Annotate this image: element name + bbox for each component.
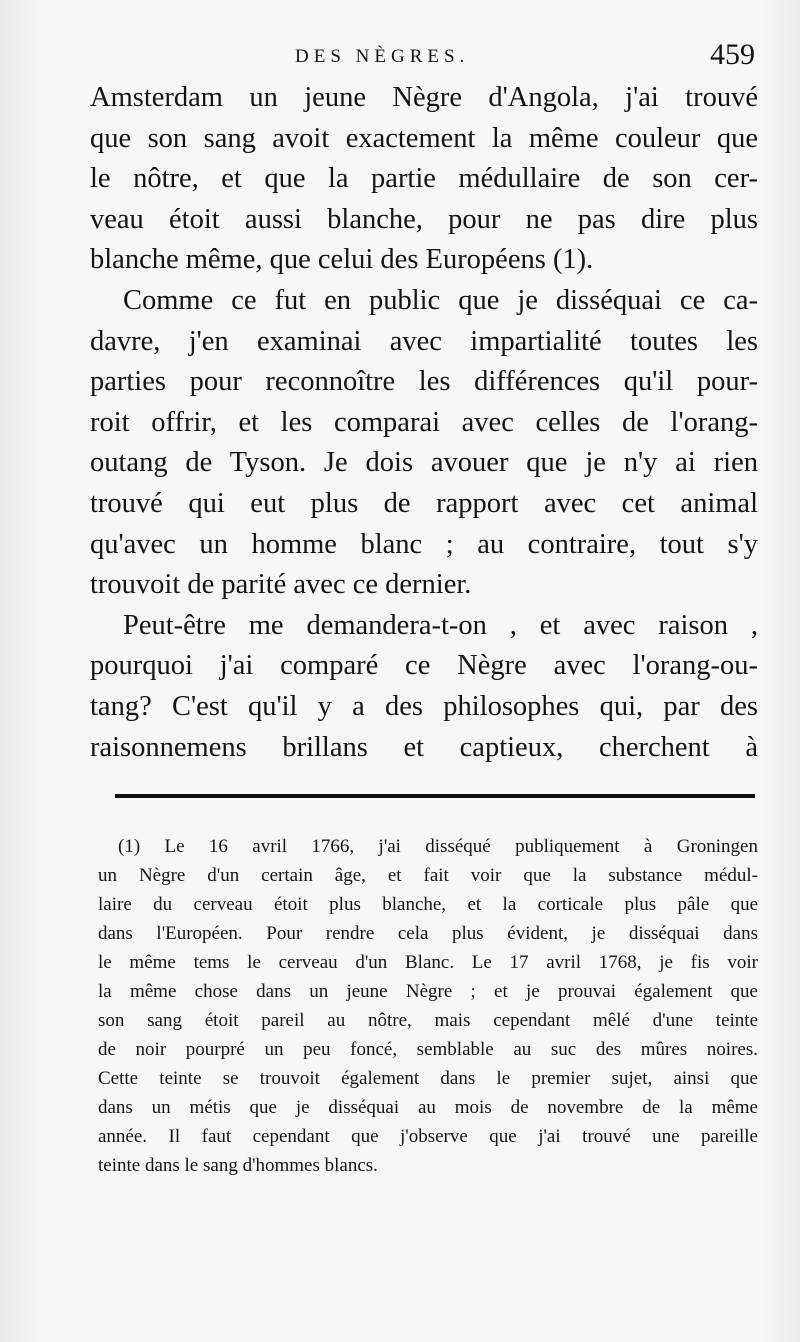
footnote-line: (1) Le 16 avril 1766, j'ai disséqué publiquement à Groningen: [118, 836, 758, 857]
footnote-line: dans l'Européen. Pour rendre cela plus évident, je disséquai dans: [98, 923, 758, 944]
text-line: outang de Tyson. Je dois avouer que je n'y ai rien: [90, 447, 758, 479]
footnote-rule: [115, 794, 755, 798]
text-line: le nôtre, et que la partie médullaire de son cer-: [90, 163, 758, 195]
page-number: 459: [710, 38, 755, 71]
text-line: tang? C'est qu'il y a des philosophes qui, par des: [90, 690, 758, 722]
text-line: Comme ce fut en public que je disséquai ce ca-: [123, 284, 758, 316]
text-line: raisonnemens brillans et captieux, cherchent à: [90, 731, 758, 763]
text-line: trouvé qui eut plus de rapport avec cet animal: [90, 487, 758, 519]
footnote-line: dans un métis que je disséquai au mois de novembre de la même: [98, 1097, 758, 1118]
text-line: parties pour reconnoître les différences qu'il pour-: [90, 366, 758, 398]
page-header: [90, 38, 755, 78]
footnote-line: le même tems le cerveau d'un Blanc. Le 17 avril 1768, je fis voir: [98, 952, 758, 973]
text-line: veau étoit aussi blanche, pour ne pas dire plus: [90, 203, 758, 235]
text-line: Peut-être me demandera-t-on , et avec raison ,: [123, 609, 758, 641]
footnote-line: année. Il faut cependant que j'observe que j'ai trouvé une pareille: [98, 1126, 758, 1147]
footnote-line: un Nègre d'un certain âge, et fait voir que la substance médul-: [98, 865, 758, 886]
text-line: trouvoit de parité avec ce dernier.: [90, 569, 472, 601]
text-line: que son sang avoit exactement la même couleur que: [90, 122, 758, 154]
footnote-line: son sang étoit pareil au nôtre, mais cependant mêlé d'une teinte: [98, 1010, 758, 1031]
body-text: [90, 78, 758, 768]
footnote-line: la même chose dans un jeune Nègre ; et je prouvai également que: [98, 981, 758, 1002]
text-line: roit offrir, et les comparai avec celles de l'orang-: [90, 406, 758, 438]
footnote-line: laire du cerveau étoit plus blanche, et la corticale plus pâle que: [98, 894, 758, 915]
text-line: qu'avec un homme blanc ; au contraire, tout s'y: [90, 528, 758, 560]
running-head: DES NÈGRES.: [295, 46, 470, 67]
footnote-line: teinte dans le sang d'hommes blancs.: [98, 1155, 378, 1176]
text-line: pourquoi j'ai comparé ce Nègre avec l'orang-ou-: [90, 650, 758, 682]
text-line: Amsterdam un jeune Nègre d'Angola, j'ai trouvé: [90, 82, 758, 113]
text-line: blanche même, que celui des Européens (1).: [90, 244, 594, 276]
footnote-line: de noir pourpré un peu foncé, semblable au suc des mûres noires.: [98, 1039, 758, 1060]
footnote: [98, 832, 758, 1180]
footnote-line: Cette teinte se trouvoit également dans le premier sujet, ainsi que: [98, 1068, 758, 1089]
text-line: davre, j'en examinai avec impartialité toutes les: [90, 325, 758, 357]
